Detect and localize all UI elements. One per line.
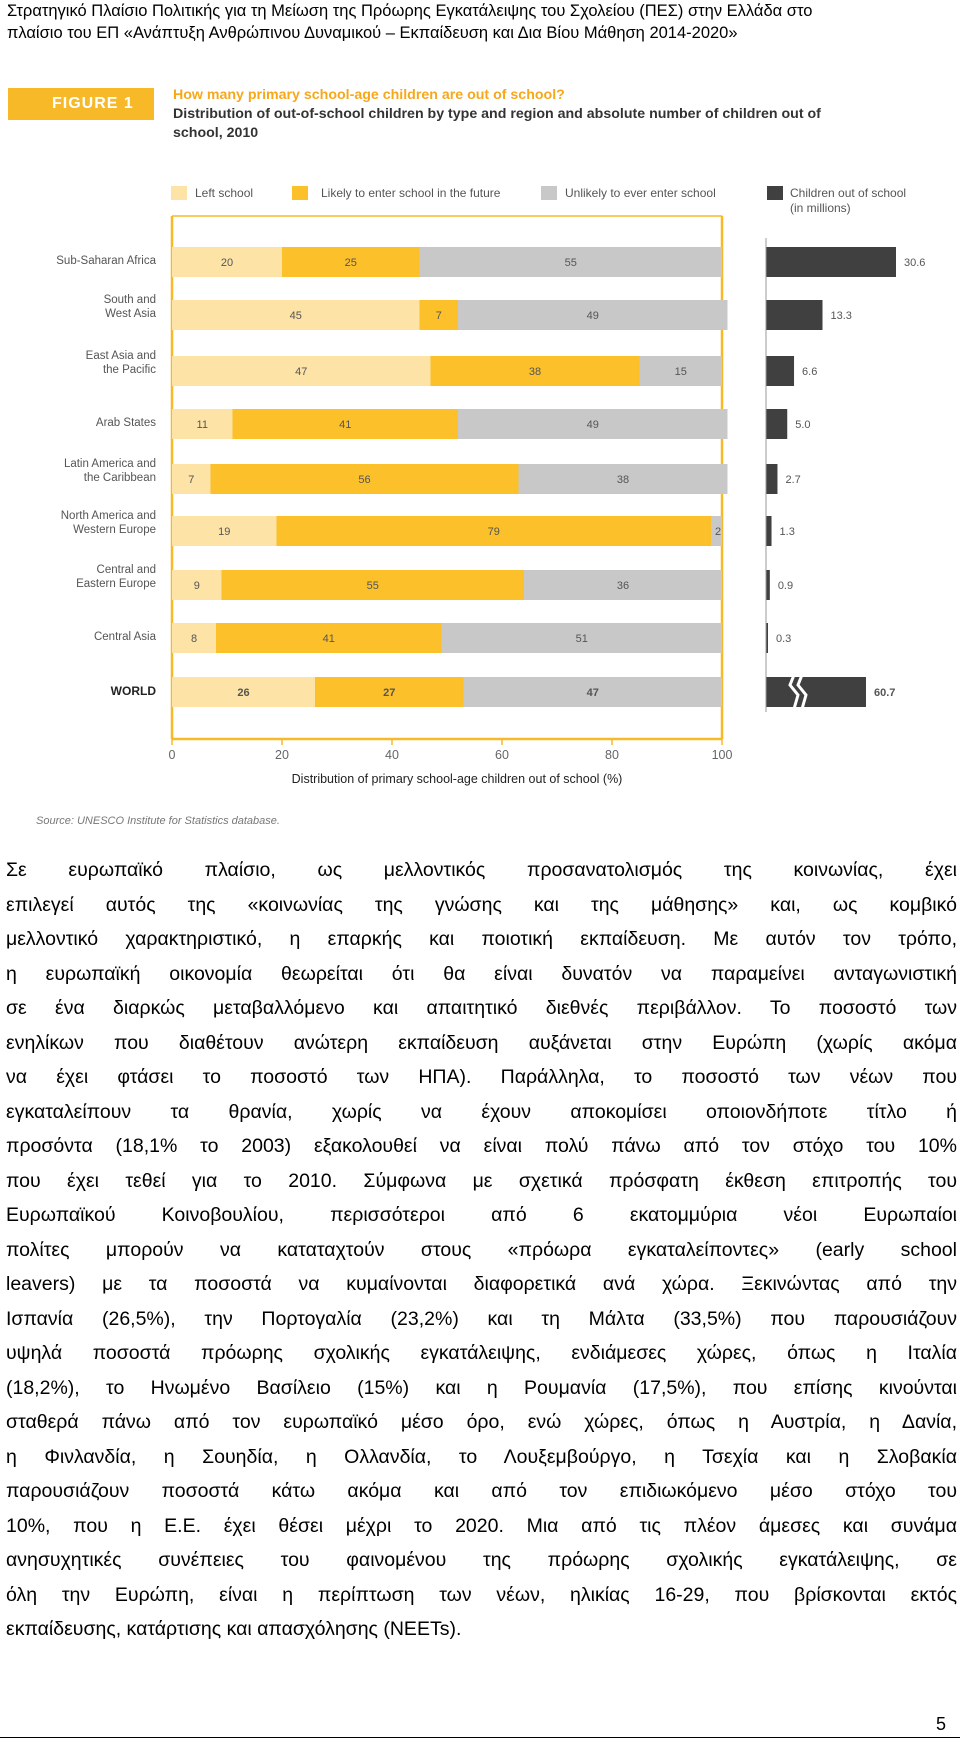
legend-children-unit: (in millions) bbox=[790, 201, 851, 215]
bar-value-label: 7 bbox=[435, 310, 442, 322]
bar-value-label: 49 bbox=[586, 310, 599, 322]
header-line-2: πλαίσιο του ΕΠ «Ανάπτυξη Ανθρώπινου Δυναμικού – Εκπαίδευση και Δια Βίου Μάθηση 2014-2020» bbox=[7, 24, 738, 42]
children-value-label: 60.7 bbox=[874, 687, 896, 699]
category-label-line-2: the Caribbean bbox=[83, 472, 156, 484]
bar-value-label: 7 bbox=[188, 474, 195, 486]
bar-value-label: 11 bbox=[196, 419, 208, 431]
bar-value-label: 25 bbox=[344, 257, 357, 269]
body-paragraph bbox=[6, 853, 957, 1647]
body-line: σταθερά πάνω από τον ευρωπαϊκό μέσο όρο, ενώ χώρες, όπως η Αυστρία, η Δανία, bbox=[6, 1411, 957, 1433]
bar-value-label: 56 bbox=[358, 474, 371, 486]
body-line: (18,2%), το Ηνωμένο Βασίλειο (15%) και η Ρουμανία (17,5%), που επίσης κινούνται bbox=[6, 1376, 957, 1399]
bar-value-label: 2 bbox=[714, 526, 722, 538]
bar-value-label: 8 bbox=[190, 633, 198, 645]
body-line: η ευρωπαϊκή οικονομία θεωρείται ότι θα είναι δυνατόν να παραμείνει ανταγωνιστική bbox=[6, 962, 957, 985]
x-axis-title: Distribution of primary school-age children out of school (%) bbox=[291, 772, 623, 786]
header-line-1: Στρατηγικό Πλαίσιο Πολιτικής για τη Μείωση της Πρόωρης Εγκατάλειψης του Σχολείου (ΠΕΣ) στην Ελλάδα στο bbox=[7, 2, 813, 20]
children-bar bbox=[766, 356, 794, 386]
body-line: η Φινλανδία, η Σουηδία, η Ολλανδία, το Λουξεμβούργο, η Τσεχία και η Σλοβακία bbox=[6, 1445, 957, 1468]
legend-label-left-school: Left school bbox=[195, 186, 254, 200]
bar-value-label: 47 bbox=[295, 366, 308, 378]
body-line: σε ένα διαρκώς μεταβαλλόμενο και απαιτητικό διεθνές περιβάλλον. Το ποσοστό των bbox=[6, 997, 957, 1019]
category-label-line-1: Central and bbox=[96, 564, 156, 576]
stacked-bar-chart bbox=[0, 0, 960, 800]
bar-value-label: 36 bbox=[616, 580, 630, 592]
x-tick-label: 100 bbox=[711, 748, 733, 762]
legend-label-unlikely: Unlikely to ever enter school bbox=[565, 186, 716, 200]
children-value-label: 0.9 bbox=[777, 580, 794, 592]
bar-value-label: 55 bbox=[366, 580, 379, 592]
bar-value-label: 19 bbox=[218, 526, 231, 538]
figure-label: FIGURE 1 bbox=[8, 88, 154, 120]
body-line: μελλοντικό χαρακτηριστικό, η επαρκής και ποιοτική εκπαίδευση. Με αυτόν τον τρόπο, bbox=[6, 928, 957, 950]
body-line: υψηλά ποσοστά πρόωρης σχολικής εγκατάλειψης, ενδιάμεσες χώρες, όπως η Ιταλία bbox=[6, 1342, 957, 1364]
children-bar bbox=[766, 247, 896, 277]
category-label-line-2: Western Europe bbox=[73, 524, 156, 536]
x-tick-label: 20 bbox=[275, 748, 289, 762]
children-value-label: 30.6 bbox=[904, 257, 926, 269]
body-line: Σε ευρωπαϊκό πλαίσιο, ως μελλοντικός προσανατολισμός της κοινωνίας, έχει bbox=[6, 859, 957, 881]
bar-value-label: 47 bbox=[586, 687, 599, 699]
category-label-line-1: Latin America and bbox=[63, 458, 156, 470]
children-value-label: 1.3 bbox=[779, 526, 795, 538]
page-number: 5 bbox=[935, 1714, 946, 1734]
figure-source: Source: UNESCO Institute for Statistics database. bbox=[36, 815, 280, 827]
children-value-label: 6.6 bbox=[802, 366, 818, 378]
bar-value-label: 55 bbox=[564, 257, 577, 269]
body-line: όλη την Ευρώπη, είναι η περίπτωση των νέων, ηλικίας 16-29, που βρίσκονται εκτός bbox=[6, 1583, 957, 1606]
bar-value-label: 49 bbox=[586, 419, 599, 431]
body-line: ανησυχητικές συνέπειες του φαινομένου της πρόωρης σχολικής εγκατάλειψης, σε bbox=[6, 1549, 957, 1571]
body-line: παρουσιάζουν ποσοστά κάτω ακόμα και από τον επιδιωκόμενο μέσο στόχο του bbox=[6, 1480, 957, 1502]
bar-value-label: 9 bbox=[193, 580, 200, 592]
bar-value-label: 20 bbox=[220, 257, 234, 269]
children-value-label: 13.3 bbox=[830, 310, 852, 322]
body-line: Ευρωπαϊκού Κοινοβουλίου, περισσότεροι από 6 εκατομμύρια νέοι Ευρωπαίοι bbox=[6, 1204, 957, 1226]
bar-value-label: 41 bbox=[339, 419, 352, 431]
category-label-line-1: South and bbox=[103, 294, 156, 306]
body-line: εκπαίδευσης, κατάρτισης και απασχόλησης (NEETs). bbox=[6, 1618, 462, 1640]
body-line: προσόντα (18,1% το 2003) εξακολουθεί να είναι πολύ πάνω από τον στόχο του 10% bbox=[6, 1135, 957, 1157]
category-label-line-1: WORLD bbox=[110, 684, 156, 698]
category-label-line-1: Sub-Saharan Africa bbox=[56, 255, 156, 267]
x-tick-label: 80 bbox=[605, 748, 619, 762]
category-label-line-1: Central Asia bbox=[93, 631, 156, 643]
category-label-line-2: the Pacific bbox=[102, 364, 156, 376]
x-tick-label: 60 bbox=[495, 748, 509, 762]
children-value-label: 0.3 bbox=[776, 633, 792, 645]
bar-value-label: 27 bbox=[383, 687, 396, 699]
children-bar bbox=[766, 409, 787, 439]
x-tick-label: 0 bbox=[168, 748, 176, 762]
children-value-label: 2.7 bbox=[785, 474, 801, 486]
body-line: πολίτες μπορούν να καταταχτούν στους «πρόωρα εγκαταλείποντες» (early school bbox=[6, 1238, 957, 1261]
body-line: ενηλίκων που διαθέτουν ανώτερη εκπαίδευση αυξάνεται στην Ευρώπη (χωρίς ακόμα bbox=[6, 1031, 957, 1054]
body-line: 10%, που η Ε.Ε. έχει θέσει μέχρι το 2020. Μια από τις πλέον άμεσες και συνάμα bbox=[6, 1514, 957, 1537]
body-line: που έχει τεθεί για το 2010. Σύμφωνα με σχετικά πρόσφατη έκθεση επιτροπής του bbox=[6, 1169, 957, 1192]
bar-value-label: 45 bbox=[289, 310, 302, 322]
category-label-line-1: North America and bbox=[60, 510, 156, 522]
bar-value-label: 38 bbox=[528, 366, 542, 378]
body-line: να έχει φτάσει το ποσοστό των ΗΠΑ). Παράλληλα, το ποσοστό των νέων που bbox=[6, 1066, 957, 1088]
children-value-label: 5.0 bbox=[795, 419, 811, 431]
legend-children-name: Children out of school bbox=[790, 186, 907, 200]
category-label-line-2: West Asia bbox=[105, 308, 156, 320]
children-bar bbox=[766, 464, 777, 494]
legend-label-likely: Likely to enter school in the future bbox=[321, 186, 501, 200]
body-line: Ισπανία (26,5%), την Πορτογαλία (23,2%) και τη Μάλτα (33,5%) που παρουσιάζουν bbox=[6, 1307, 957, 1330]
category-label-line-2: Eastern Europe bbox=[76, 578, 156, 590]
bar-value-label: 38 bbox=[616, 474, 630, 486]
bar-value-label: 26 bbox=[237, 687, 250, 699]
category-label-line-1: Arab States bbox=[95, 417, 156, 429]
body-line: leavers) με τα ποσοστά να κυμαίνονται διαφορετικά ανά χώρα. Ξεκινώντας από την bbox=[6, 1273, 957, 1295]
children-bar bbox=[766, 677, 866, 707]
children-bar bbox=[766, 516, 772, 546]
figure-subtitle-line-1: Distribution of out-of-school children by type and region and absolute number of children out of bbox=[173, 106, 821, 122]
bar-value-label: 79 bbox=[487, 526, 500, 538]
body-line: εγκαταλείπουν τα θρανία, χωρίς να έχουν αποκομίσει οποιονδήποτε τίτλο ή bbox=[6, 1100, 957, 1123]
footer-rule bbox=[0, 1737, 960, 1738]
figure-subtitle-line-2: school, 2010 bbox=[173, 125, 259, 141]
figure-question: How many primary school-age children are out of school? bbox=[173, 87, 565, 103]
bar-value-label: 51 bbox=[575, 633, 588, 645]
children-bar bbox=[766, 570, 770, 600]
bar-value-label: 15 bbox=[674, 366, 687, 378]
category-label-line-1: East Asia and bbox=[85, 350, 156, 362]
x-tick-label: 40 bbox=[385, 748, 399, 762]
body-line: επιλεγεί αυτός της «κοινωνίας της γνώσης και της μάθησης» και, ως κομβικό bbox=[6, 893, 957, 916]
bar-value-label: 41 bbox=[322, 633, 335, 645]
children-bar bbox=[766, 300, 823, 330]
